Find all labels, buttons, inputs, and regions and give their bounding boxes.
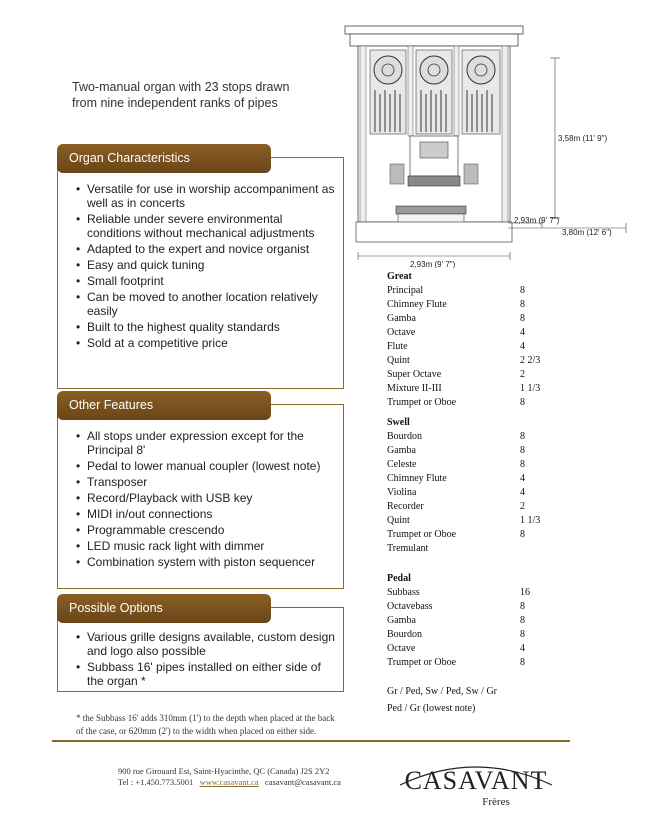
intro-line-2: from nine independent ranks of pipes: [72, 96, 278, 110]
stop-pitch: 4: [520, 341, 525, 352]
stop-row: [387, 430, 587, 444]
list-item: • Adapted to the expert and novice organist: [76, 242, 335, 256]
stop-name: Tremulant: [387, 543, 429, 554]
logo-sub-text: Frères: [482, 796, 510, 808]
couplers: [387, 683, 497, 717]
stop-name: Principal: [387, 285, 424, 296]
intro-line-1: Two-manual organ with 23 stops drawn: [72, 80, 290, 94]
stop-name: Bourdon: [387, 431, 422, 442]
email-address[interactable]: casavant@casavant.ca: [264, 777, 341, 787]
list-item: • Record/Playback with USB key: [76, 491, 335, 505]
stop-pitch: 8: [520, 459, 525, 470]
stop-row: [387, 312, 587, 326]
stop-name: Quint: [387, 355, 410, 366]
pedal-title: Pedal: [387, 573, 411, 584]
stop-pitch: 8: [520, 397, 525, 408]
organ-drawing: [330, 18, 630, 268]
list-item: • Built to the highest quality standards: [76, 320, 335, 334]
stop-name: Celeste: [387, 459, 417, 470]
stop-row: [387, 642, 587, 656]
stop-pitch: 8: [520, 285, 525, 296]
stop-row: [387, 500, 587, 514]
footer-address: [118, 766, 378, 788]
stop-name: Trumpet or Oboe: [387, 397, 457, 408]
stop-name: Trumpet or Oboe: [387, 657, 457, 668]
stop-pitch: 2: [520, 369, 525, 380]
options-title: Possible Options: [57, 594, 271, 623]
stop-row: [387, 542, 587, 556]
options-box: [57, 601, 344, 692]
stop-row: [387, 444, 587, 458]
stop-pitch: 8: [520, 615, 525, 626]
stop-name: Gamba: [387, 615, 416, 626]
list-item: • Combination system with piston sequencer: [76, 555, 335, 569]
stop-pitch: 8: [520, 313, 525, 324]
list-item: • Various grille designs available, custom design and logo also possible: [76, 630, 335, 658]
stop-row: [387, 528, 587, 542]
features-box: [57, 398, 344, 589]
stop-row: [387, 340, 587, 354]
stop-name: Octavebass: [387, 601, 433, 612]
stop-pitch: 4: [520, 473, 525, 484]
website-link[interactable]: www.casavant.ca: [199, 777, 259, 787]
list-item: • Sold at a competitive price: [76, 336, 335, 350]
stop-row: [387, 284, 587, 298]
stop-pitch: 2 2/3: [520, 355, 541, 366]
stop-name: Violina: [387, 487, 417, 498]
casavant-logo: [396, 755, 556, 811]
stop-name: Trumpet or Oboe: [387, 529, 457, 540]
stop-name: Chimney Flute: [387, 299, 447, 310]
footer-divider: [52, 740, 570, 742]
features-list: [76, 429, 335, 571]
stop-pitch: 8: [520, 629, 525, 640]
stop-row: [387, 486, 587, 500]
stop-pitch: 8: [520, 299, 525, 310]
stop-name: Octave: [387, 327, 416, 338]
stop-row: [387, 656, 587, 670]
list-item: • Transposer: [76, 475, 335, 489]
stop-pitch: 4: [520, 327, 525, 338]
great-division: [387, 270, 587, 410]
stop-row: [387, 458, 587, 472]
stop-name: Gamba: [387, 445, 416, 456]
stop-row: [387, 614, 587, 628]
stop-pitch: 8: [520, 601, 525, 612]
depth2-label: 3,80m (12' 6"): [562, 228, 612, 237]
stop-pitch: 8: [520, 529, 525, 540]
stop-pitch: 8: [520, 445, 525, 456]
stop-name: Super Octave: [387, 369, 442, 380]
stop-pitch: 2: [520, 501, 525, 512]
couplers-line-1: Gr / Ped, Sw / Ped, Sw / Gr: [387, 686, 498, 697]
stop-row: [387, 368, 587, 382]
contact-line: [118, 777, 378, 788]
list-item: • Programmable crescendo: [76, 523, 335, 537]
list-item: • Pedal to lower manual coupler (lowest note): [76, 459, 335, 473]
intro-text: [72, 79, 312, 111]
stop-name: Mixture II-III: [387, 383, 442, 394]
characteristics-box: [57, 151, 344, 389]
width-label: 2,93m (9' 7"): [410, 260, 456, 268]
stop-name: Bourdon: [387, 629, 422, 640]
depth1-label: 2,93m (9' 7"): [514, 216, 560, 225]
list-item: • Reliable under severe environmental conditions without mechanical adjustments: [76, 212, 335, 240]
options-list: [76, 630, 335, 690]
list-item: • Easy and quick tuning: [76, 258, 335, 272]
stop-row: [387, 600, 587, 614]
logo-main-text: CASAVANT: [404, 766, 548, 795]
great-title: Great: [387, 271, 412, 282]
stop-row: [387, 382, 587, 396]
stop-name: Quint: [387, 515, 410, 526]
stop-pitch: 4: [520, 487, 525, 498]
swell-title: Swell: [387, 417, 410, 428]
stop-pitch: 16: [520, 587, 530, 598]
characteristics-list: [76, 182, 335, 352]
list-item: • Small footprint: [76, 274, 335, 288]
stop-pitch: 1 1/3: [520, 383, 541, 394]
stop-pitch: 1 1/3: [520, 515, 541, 526]
stop-name: Octave: [387, 643, 416, 654]
stop-row: [387, 326, 587, 340]
couplers-line-2: Ped / Gr (lowest note): [387, 703, 476, 714]
footnote-line-2: of the case, or 620mm (2') to the width when placed on either side.: [76, 726, 317, 736]
pedal-division: [387, 572, 587, 670]
list-item: • Subbass 16' pipes installed on either side of the organ *: [76, 660, 335, 688]
stop-row: [387, 586, 587, 600]
stop-row: [387, 396, 587, 410]
stop-name: Recorder: [387, 501, 424, 512]
footnote-line-1: * the Subbass 16' adds 310mm (1') to the depth when placed at the back: [76, 713, 335, 723]
stop-row: [387, 628, 587, 642]
stop-pitch: 8: [520, 431, 525, 442]
features-title: Other Features: [57, 391, 271, 420]
footnote: [76, 712, 376, 738]
phone-number: Tel : +1.450.773.5001: [118, 777, 194, 787]
stop-row: [387, 472, 587, 486]
stop-name: Subbass: [387, 587, 420, 598]
list-item: • LED music rack light with dimmer: [76, 539, 335, 553]
stop-row: [387, 514, 587, 528]
characteristics-title: Organ Characteristics: [57, 144, 271, 173]
stop-pitch: 4: [520, 643, 525, 654]
stop-pitch: 8: [520, 657, 525, 668]
stop-row: [387, 298, 587, 312]
stop-name: Gamba: [387, 313, 416, 324]
height-label: 3,58m (11' 9"): [558, 134, 608, 143]
list-item: • Versatile for use in worship accompaniment as well as in concerts: [76, 182, 335, 210]
address-line: 900 rue Girouard Est, Saint-Hyacinthe, QC (Canada) J2S 2Y2: [118, 766, 330, 776]
stop-name: Chimney Flute: [387, 473, 447, 484]
stop-name: Flute: [387, 341, 408, 352]
stop-row: [387, 354, 587, 368]
list-item: • MIDI in/out connections: [76, 507, 335, 521]
swell-division: [387, 416, 587, 556]
list-item: • Can be moved to another location relatively easily: [76, 290, 335, 318]
list-item: • All stops under expression except for the Principal 8': [76, 429, 335, 457]
